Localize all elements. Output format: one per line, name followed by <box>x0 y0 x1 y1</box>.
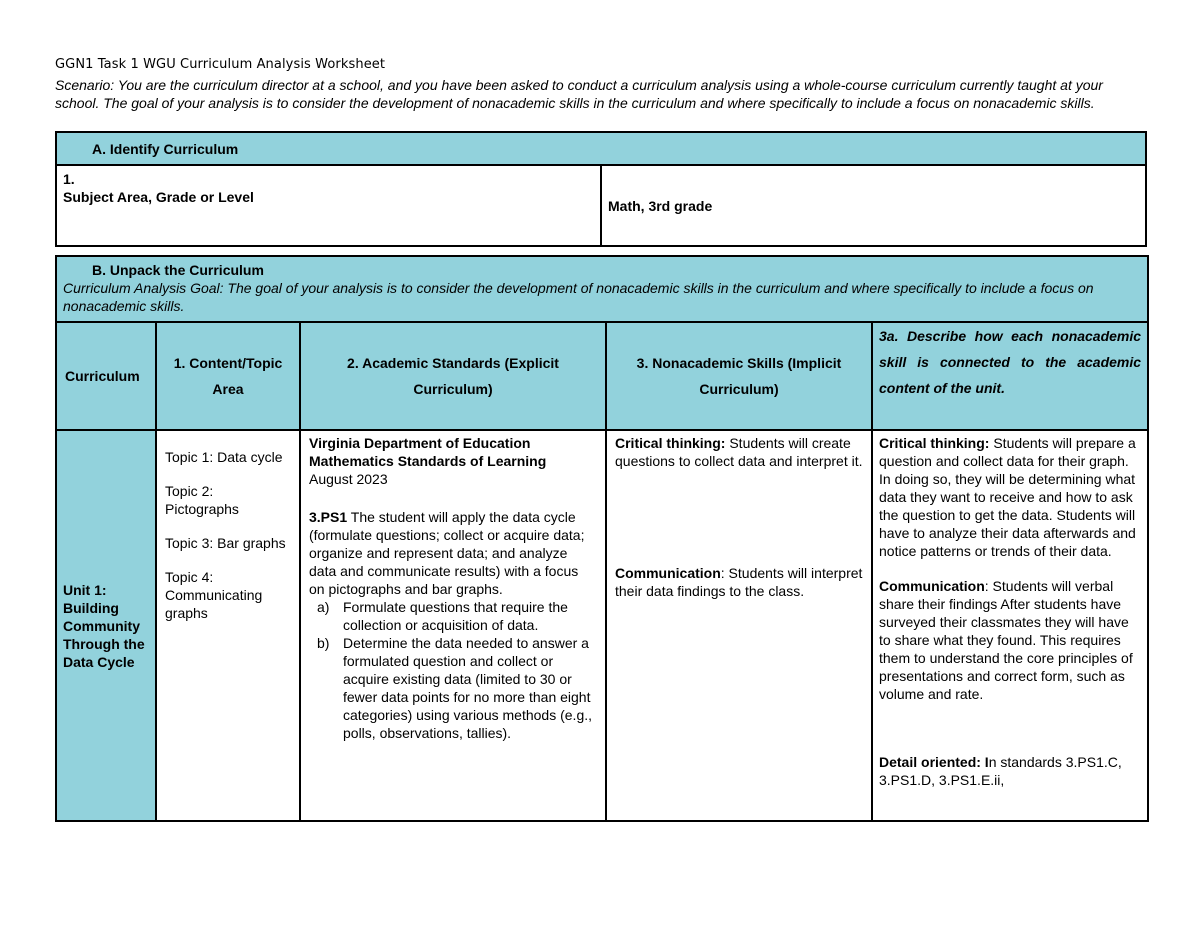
identify-curriculum-table <box>55 131 1147 247</box>
d-comm-label: Communication <box>879 578 985 594</box>
ns-comm-label: Communication <box>615 565 721 581</box>
topic-item: Topic 2: Pictographs <box>165 483 239 517</box>
col-header-curriculum: Curriculum <box>56 322 156 430</box>
list-letter: b) <box>317 635 330 651</box>
d-comm-text: : Students will verbal share their findings After students have surveyed their classmates they will have to share what they found. This requires them to understand the core principles of presentations and correct form, such as volume and rate. <box>879 578 1133 702</box>
col-header-nonacademic: 3. Nonacademic Skills (Implicit Curriculum) <box>606 322 872 430</box>
d-detail-label: Detail oriented: I <box>879 754 989 770</box>
scenario-text: Scenario: You are the curriculum director at a school, and you have been asked to conduct a curriculum analysis using a whole-course curriculum currently taught at your school. The goal of your analysis is to consider the development of nonacademic skills in the curriculum and where specifically to include a focus on nonacademic skills. <box>55 77 1103 111</box>
nonacademic-skills-cell <box>606 430 872 821</box>
standards-date: August 2023 <box>309 471 388 487</box>
academic-standards-cell <box>300 430 606 821</box>
subject-area-label <box>56 165 601 246</box>
subject-area-value: Math, 3rd grade <box>601 165 1146 246</box>
unpack-curriculum-table <box>55 255 1149 822</box>
d-critical-thinking <box>879 434 1141 560</box>
standard-text: The student will apply the data cycle (formulate questions; collect or acquire data; organize and represent data; and analyze data and communicate results) with a focus on pictographs and bar graphs. <box>309 509 585 597</box>
d-ct-text: Students will prepare a question and collect data for their graph. In doing so, they will be determining what data they want to receive and how to ask the question to get the data. Students will have to analyze their data afterwards and notice patterns or trends of their data. <box>879 435 1136 559</box>
d-ct-label: Critical thinking: <box>879 435 990 451</box>
section-a-heading: A. Identify Curriculum <box>56 132 1146 165</box>
topic-item: Topic 4: Communicating graphs <box>165 569 263 621</box>
ns-critical-thinking <box>615 434 863 470</box>
standard-sublist <box>309 598 597 742</box>
ns-comm-text: : Students will interpret their data findings to the class. <box>615 565 863 599</box>
ns-communication <box>615 564 863 600</box>
topic-item: Topic 1: Data cycle <box>165 449 283 465</box>
d-detail-text: n standards 3.PS1.C, 3.PS1.D, 3.PS1.E.ii, <box>879 754 1122 788</box>
list-item <box>309 598 597 634</box>
col-header-describe: 3a. Describe how each nonacademic skill is connected to the academic content of the unit. <box>872 322 1148 430</box>
list-text: Formulate questions that require the collection or acquisition of data. <box>343 599 568 633</box>
describe-cell <box>872 430 1148 821</box>
d-detail-oriented <box>879 753 1141 789</box>
list-item <box>309 634 597 742</box>
col-header-content: 1. Content/Topic Area <box>156 322 300 430</box>
standard-statement <box>309 508 597 598</box>
standard-code: 3.PS1 <box>309 509 348 525</box>
list-letter: a) <box>317 599 330 615</box>
section-b-heading: B. Unpack the Curriculum <box>92 262 264 278</box>
topics-cell <box>156 430 300 821</box>
ns-ct-label: Critical thinking: <box>615 435 726 451</box>
col-header-academic: 2. Academic Standards (Explicit Curriculum) <box>300 322 606 430</box>
section-b-heading-cell <box>56 256 1148 322</box>
analysis-goal: Curriculum Analysis Goal: The goal of your analysis is to consider the development of nonacademic skills in the curriculum and where specifically to include a focus on nonacademic skills. <box>63 280 1094 314</box>
topic-item: Topic 3: Bar graphs <box>165 535 286 551</box>
unit-name: Unit 1: Building Community Through the Data Cycle <box>56 430 156 821</box>
subject-area-number: 1. <box>63 171 75 187</box>
ns-ct-text: Students will create questions to collect data and interpret it. <box>615 435 863 469</box>
subject-area-label-text: Subject Area, Grade or Level <box>63 189 254 205</box>
standards-source: Virginia Department of Education Mathematics Standards of Learning <box>309 435 547 469</box>
list-text: Determine the data needed to answer a formulated question and collect or acquire existing data (limited to 30 or fewer data points for no more than eight categories) using various methods (e.g., polls, observations, tallies). <box>343 635 593 741</box>
document-title: GGN1 Task 1 WGU Curriculum Analysis Worksheet <box>55 57 386 72</box>
d-communication <box>879 577 1141 703</box>
